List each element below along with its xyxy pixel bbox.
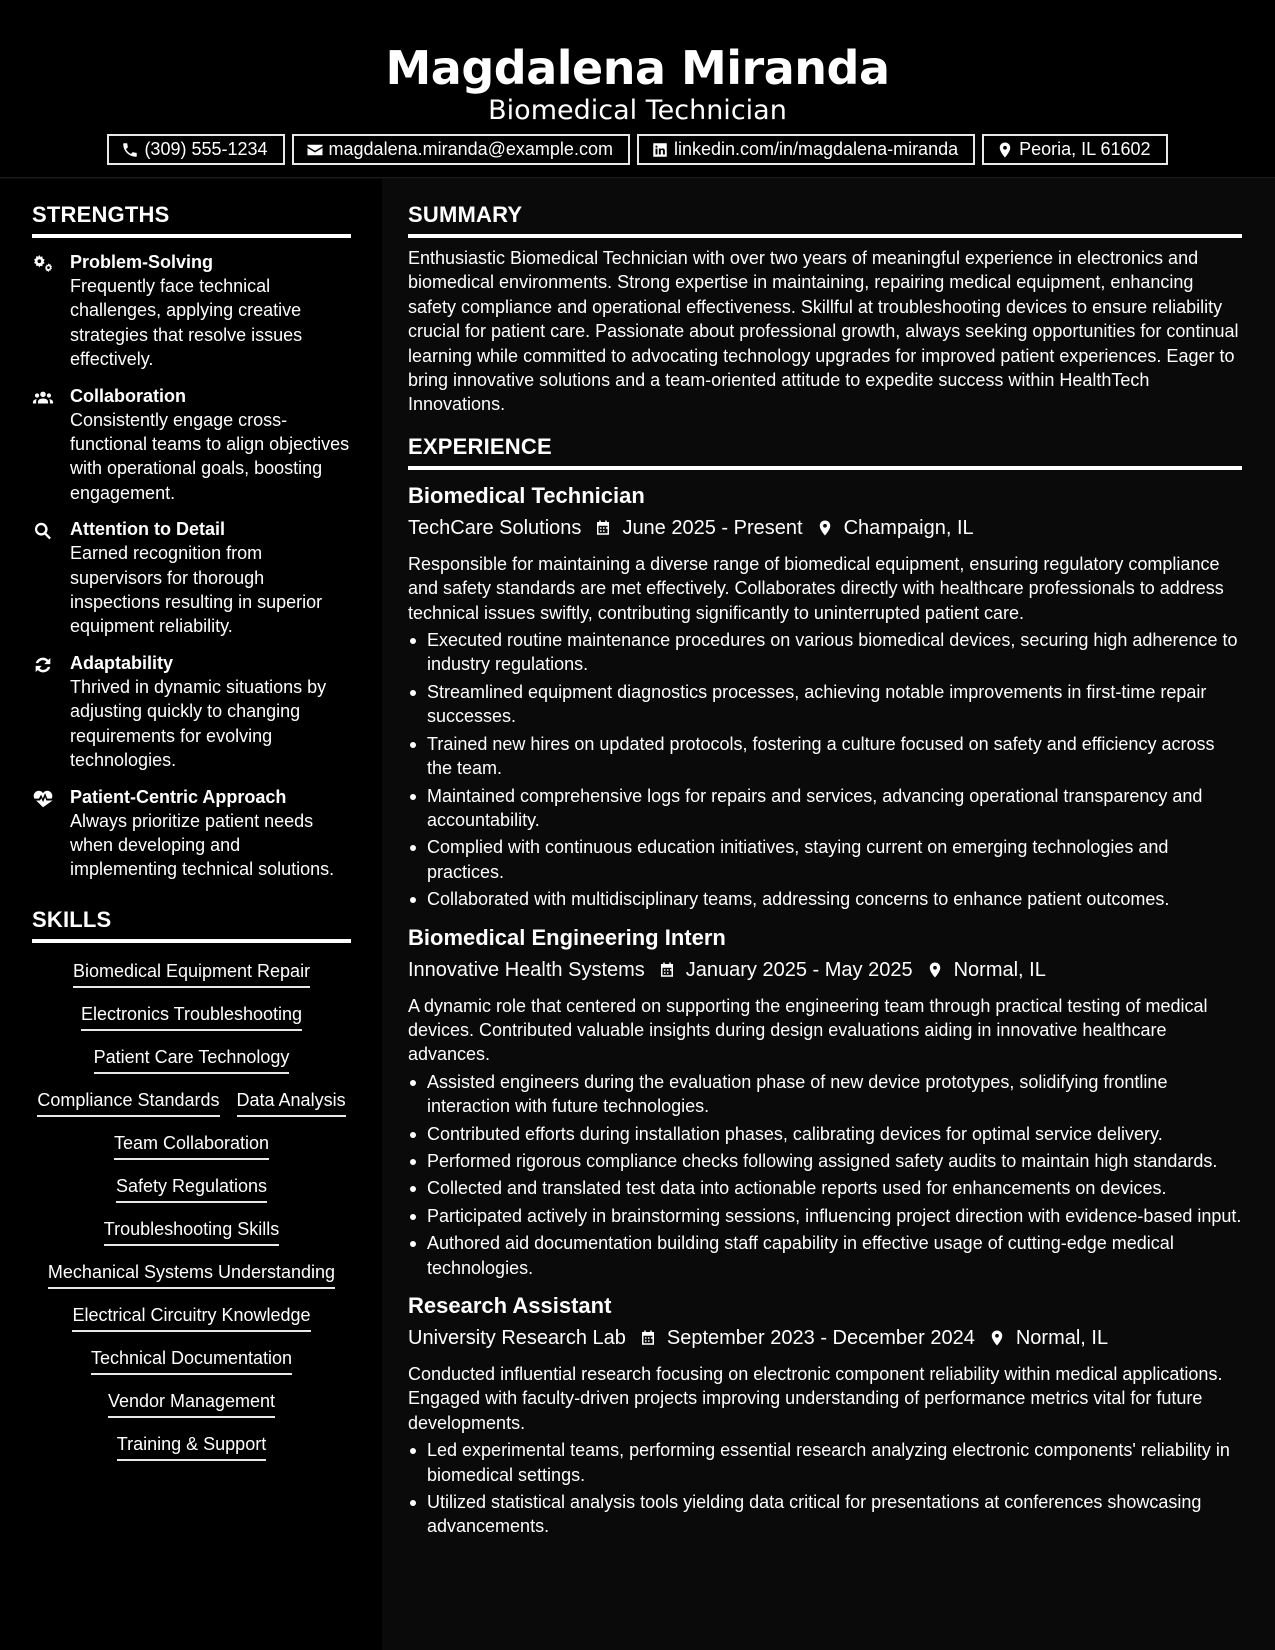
job-company: TechCare Solutions (408, 516, 582, 539)
gears-icon (32, 253, 54, 275)
strength-title: Collaboration (70, 385, 186, 406)
job-entry (408, 1292, 1242, 1539)
job-bullet: Performed rigorous compliance checks following assigned safety audits to maintain high standards. (408, 1149, 1242, 1173)
job-bullet: Contributed efforts during installation phases, calibrating devices for optimal service delivery. (408, 1122, 1242, 1146)
job-location: Normal, IL (1015, 1327, 1109, 1349)
experience-heading: EXPERIENCE (408, 433, 1242, 470)
job-bullet: Authored aid documentation building staff capability in effective usage of cutting-edge medical technologies. (408, 1231, 1242, 1280)
job-dates: June 2025 - Present (622, 516, 803, 539)
skill-tag: Electronics Troubleshooting (81, 1002, 302, 1031)
summary-text: Enthusiastic Biomedical Technician with over two years of meaningful experience in electronics and biomedical environments. Strong expertise in maintaining, repairing medical equipment, enhancing safety compliance and operational effectiveness. Skillful at troubleshooting devices to ensure reliability crucial for patient care. Passionate about professional growth, always seeking opportunities for continual learning while committed to advocating technology upgrades for improved patient experiences. Eager to bring innovative solutions and a team-oriented attitude to expedite success within HealthTech Innovations. (408, 248, 1239, 415)
contact-phone[interactable] (107, 134, 284, 165)
job-dates: January 2025 - May 2025 (685, 958, 913, 981)
envelope-icon (306, 141, 324, 159)
strength-text: Frequently face technical challenges, applying creative strategies that resolve issues effectively. (70, 276, 303, 370)
job-bullet: Participated actively in brainstorming sessions, influencing project direction with evidence-based input. (408, 1204, 1242, 1228)
job-location: Champaign, IL (843, 516, 974, 539)
skill-tag: Safety Regulations (116, 1174, 267, 1203)
contact-linkedin[interactable] (637, 134, 975, 165)
linkedin-text: linkedin.com/in/magdalena-miranda (673, 139, 959, 159)
calendar-icon (658, 961, 676, 979)
contact-bar (0, 134, 1275, 165)
contact-email[interactable] (292, 134, 630, 165)
job-bullet: Assisted engineers during the evaluation phase of new device prototypes, solidifying frontline interaction with future technologies. (408, 1070, 1242, 1119)
phone-text: (309) 555-1234 (144, 139, 268, 159)
location-text: Peoria, IL 61602 (1019, 139, 1151, 159)
job-bullet: Streamlined equipment diagnostics processes, achieving notable improvements in first-time repair successes. (408, 680, 1242, 729)
job-dates: September 2023 - December 2024 (666, 1327, 975, 1349)
skills-list (32, 959, 351, 1461)
map-marker-icon (926, 961, 944, 979)
users-icon (32, 387, 54, 409)
map-marker-icon (816, 519, 834, 537)
job-entry (408, 924, 1242, 1280)
job-company: Innovative Health Systems (408, 958, 645, 981)
heartbeat-icon (32, 788, 54, 810)
job-title: Biomedical Technician (408, 482, 645, 508)
job-description: A dynamic role that centered on supporting the engineering team through practical testing of medical devices. Contributed valuable insights during design evaluations aiding in innovative healthcare advances. (408, 995, 1208, 1065)
email-text: magdalena.miranda@example.com (328, 139, 613, 159)
left-column (0, 179, 382, 1650)
job-meta (408, 514, 1242, 542)
skill-tag: Vendor Management (108, 1389, 275, 1418)
skill-tag: Team Collaboration (114, 1131, 269, 1160)
skill-tag: Electrical Circuitry Knowledge (72, 1303, 310, 1332)
strength-item (32, 517, 351, 639)
job-bullet: Executed routine maintenance procedures on various biomedical devices, securing high adherence to industry regulations. (408, 628, 1242, 677)
strength-text: Thrived in dynamic situations by adjusting quickly to changing requirements for evolving technologies. (70, 676, 327, 771)
job-title: Research Assistant (408, 1293, 612, 1318)
strength-item (32, 250, 351, 372)
strength-title: Problem-Solving (70, 252, 214, 272)
job-description: Conducted influential research focusing on electronic component reliability within medical applications. Engaged with faculty-driven projects improving understanding of performance metrics vital for future developments. (408, 1364, 1223, 1433)
job-bullet: Utilized statistical analysis tools yielding data critical for presentations at conferences showcasing advancements. (408, 1490, 1242, 1539)
strength-text: Always prioritize patient needs when developing and implementing technical solutions. (70, 810, 335, 880)
strength-text: Earned recognition from supervisors for thorough inspections resulting in superior equipment reliability. (70, 543, 323, 637)
calendar-icon (639, 1329, 657, 1347)
strength-title: Patient-Centric Approach (70, 786, 287, 807)
map-marker-icon (996, 141, 1014, 159)
job-bullet: Collected and translated test data into actionable reports used for enhancements on devices. (408, 1176, 1242, 1200)
skill-tag: Patient Care Technology (94, 1045, 290, 1074)
job-bullet: Trained new hires on updated protocols, fostering a culture focused on safety and efficiency across the team. (408, 732, 1242, 781)
job-company: University Research Lab (408, 1327, 626, 1349)
strength-item (32, 651, 351, 773)
right-column (382, 179, 1275, 1650)
job-title: Biomedical Engineering Intern (408, 924, 726, 950)
job-meta (408, 956, 1242, 984)
job-bullet: Collaborated with multidisciplinary teams, addressing concerns to enhance patient outcomes. (408, 887, 1242, 911)
skill-tag: Biomedical Equipment Repair (73, 959, 310, 988)
skill-tag: Troubleshooting Skills (104, 1217, 279, 1246)
candidate-name: Magdalena Miranda (385, 41, 890, 95)
summary-heading: SUMMARY (408, 201, 1242, 238)
contact-location[interactable] (982, 134, 1167, 165)
job-meta (408, 1324, 1242, 1352)
strength-text: Consistently engage cross-functional teams to align objectives with operational goals, boosting engagement. (70, 409, 350, 503)
skills-heading: SKILLS (32, 906, 351, 943)
job-bullets (408, 1438, 1242, 1539)
job-description: Responsible for maintaining a diverse range of biomedical equipment, ensuring regulatory compliance and safety standards are met effectively. Collaborates directly with healthcare professionals to address technical issues swiftly, contributing significantly to uninterrupted patient care. (408, 553, 1224, 623)
job-bullet: Complied with continuous education initiatives, staying current on emerging technologies and practices. (408, 835, 1242, 884)
job-entry (408, 482, 1242, 912)
candidate-title: Biomedical Technician (488, 95, 787, 126)
skill-tag: Technical Documentation (91, 1346, 292, 1375)
job-bullets (408, 628, 1242, 911)
refresh-icon (32, 654, 54, 676)
skill-tag: Compliance Standards (37, 1088, 219, 1117)
strength-title: Attention to Detail (70, 519, 225, 540)
map-marker-icon (988, 1329, 1006, 1347)
skill-tag: Training & Support (117, 1432, 266, 1461)
linkedin-icon (651, 141, 669, 159)
calendar-icon (594, 519, 612, 537)
strength-item (32, 384, 351, 506)
job-bullets (408, 1070, 1242, 1280)
search-icon (32, 520, 54, 542)
resume-header (0, 0, 1275, 178)
job-bullet: Maintained comprehensive logs for repairs and services, advancing operational transparency and accountability. (408, 784, 1242, 833)
strength-item (32, 785, 351, 882)
strength-title: Adaptability (70, 652, 174, 673)
phone-icon (121, 141, 139, 159)
job-bullet: Led experimental teams, performing essential research analyzing electronic components' reliability in biomedical settings. (408, 1438, 1242, 1487)
skill-tag: Data Analysis (237, 1088, 346, 1117)
strengths-heading: STRENGTHS (32, 201, 351, 238)
job-location: Normal, IL (953, 958, 1046, 981)
skill-tag: Mechanical Systems Understanding (48, 1260, 335, 1289)
